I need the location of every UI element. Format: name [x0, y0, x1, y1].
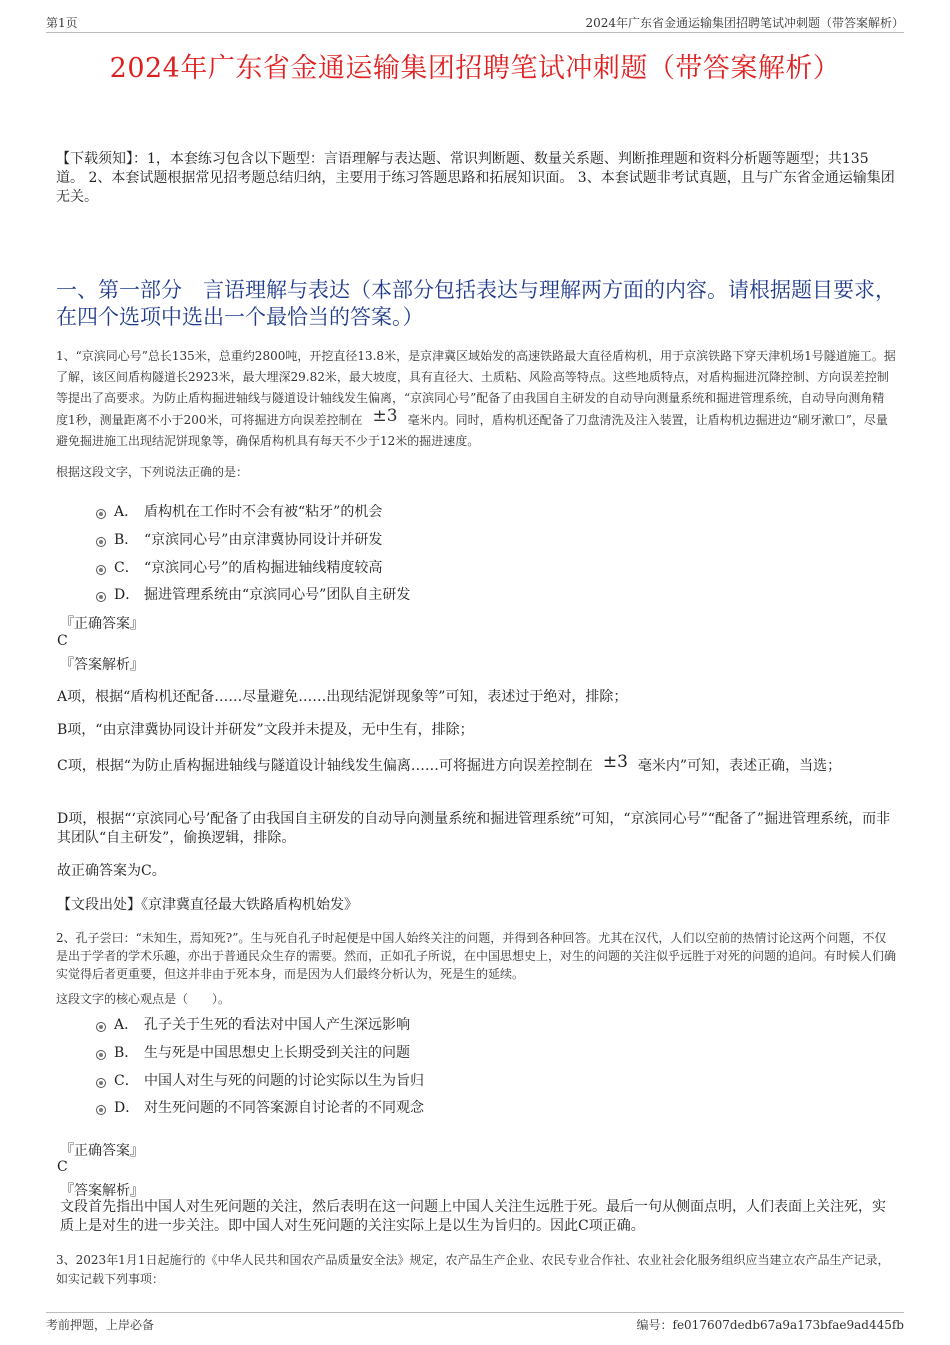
q1-analysis-label: 『答案解析』: [60, 657, 144, 673]
radio-icon[interactable]: [96, 1105, 106, 1115]
header-doc-title: 2024年广东省金通运输集团招聘笔试冲刺题（带答案解析）: [585, 16, 904, 30]
section-title: 一、第一部分 言语理解与表达（本部分包括表达与理解两方面的内容。请根据题目要求，在四个选项中选出一个最恰当的答案。）: [56, 278, 896, 329]
q1-exp-a: A项，根据“盾构机还配备……尽量避免……出现结泥饼现象等”可知，表述过于绝对，排除；: [57, 689, 628, 705]
page-number: 第1页: [46, 16, 78, 30]
page-footer: [46, 1312, 904, 1335]
page-header: [46, 14, 904, 33]
q1-option-a[interactable]: A． 盾构机在工作时不会有被“粘牙”的机会: [96, 501, 382, 521]
q2-explanation: 文段首先指出中国人对生死问题的关注，然后表明在这一问题上中国人关注生远胜于死。最后一句从侧面点明，人们表面上关注死，实质上是对生的进一步关注。即中国人对生死问题的关注实际上是以生为旨归的。因此C项正确。: [60, 1199, 886, 1234]
q2-option-a[interactable]: A． 孔子关于生死的看法对中国人产生深远影响: [96, 1014, 410, 1034]
radio-icon[interactable]: [96, 1078, 106, 1088]
q2-option-c[interactable]: C． 中国人对生与死的问题的讨论实际以生为旨归: [96, 1070, 424, 1090]
q1-option-d[interactable]: D． 掘进管理系统由“京滨同心号”团队自主研发: [96, 584, 410, 604]
q1-conclusion: 故正确答案为C。: [57, 863, 166, 879]
q2-passage: 2、孔子尝曰：“未知生，焉知死?”。生与死自孔子时起便是中国人始终关注的问题，并得到各种回答。尤其在汉代，人们以空前的热情讨论这两个问题，不仅是出于学者的学术乐趣，亦出于普通民众生存的需要。然而，正如孔子所说，在中国思想史上，对生的问题的关注似乎远胜于对死的问题的追问。有时候人们确实觉得后者更重要，但这并非由于死本身，而是因为人们最终分析认为，死是生的延续。: [56, 931, 897, 981]
q1-prompt: 根据这段文字，下列说法正确的是：: [56, 465, 249, 479]
doc-title: 2024年广东省金通运输集团招聘笔试冲刺题（带答案解析）: [109, 53, 841, 84]
q2-prompt: 这段文字的核心观点是（ ）。: [56, 992, 231, 1006]
radio-icon[interactable]: [96, 509, 106, 519]
radio-icon[interactable]: [96, 565, 106, 575]
q1-exp-b: B项，“由京津冀协同设计并研发”文段并未提及，无中生有，排除；: [57, 722, 474, 738]
footer-slogan: 考前押题，上岸必备: [46, 1318, 155, 1332]
radio-icon[interactable]: [96, 537, 106, 547]
q1-source: 【文段出处】《京津冀直径最大铁路盾构机始发》: [57, 897, 358, 913]
q1-exp-c: C项，根据“为防止盾构掘进轴线与隧道设计轴线发生偏离……可将掘进方向误差控制在 ±3 毫米内”可知，表述正确，当选；: [57, 752, 842, 774]
q1-option-c[interactable]: C． “京滨同心号”的盾构掘进轴线精度较高: [96, 557, 382, 577]
q2-option-d[interactable]: D． 对生死问题的不同答案源自讨论者的不同观念: [96, 1097, 424, 1117]
q1-answer-label: 『正确答案』: [60, 616, 144, 632]
footer-serial: 编号：fe017607dedb67a9a173bfae9ad445fb: [636, 1318, 904, 1332]
radio-icon[interactable]: [96, 1022, 106, 1032]
q1-passage: 1、“京滨同心号”总长135米，总重约2800吨，开挖直径13.8米，是京津冀区域始发的高速铁路最大直径盾构机，用于京滨铁路下穿天津机场1号隧道施工。据了解，该区间盾构隧道长2923米，最大埋深29.82米，最大坡度，具有直径大、土质粘、风险高等特点。这些地质特点，对盾构掘进沉降控制、方向误差控制等提出了高要求。为防止盾构掘进轴线与隧道设计轴线发生偏离，“京滨同心号”配备了由我国自主研发的自动导向测量系统和掘进管理系统，自动导向测角精度1秒，测量距离不小于200米，可将掘进方向误差控制在 ±3 毫米内。同时，盾构机还配备了刀盘清洗及注入装置，让盾构机边掘进边“刷牙漱口”，尽量避免掘进施工出现结泥饼现象等，确保盾构机具有每天不少于12米的掘进速度。: [56, 349, 896, 448]
q1-exp-pm: ±3: [602, 752, 628, 772]
q2-answer-label: 『正确答案』: [60, 1143, 144, 1159]
q1-exp-d: D项，根据“‘京滨同心号’配备了由我国自主研发的自动导向测量系统和掘进管理系统”可知，“京滨同心号”“配备了”掘进管理系统，而非其团队“自主研发”，偷换逻辑，排除。: [57, 811, 891, 846]
q3-passage: 3、2023年1月1日起施行的《中华人民共和国农产品质量安全法》规定，农产品生产企业、农民专业合作社、农业社会化服务组织应当建立农产品生产记录，如实记载下列事项：: [56, 1253, 890, 1286]
q2-answer: C: [57, 1159, 68, 1175]
download-notice: 【下载须知】：1，本套练习包含以下题型：言语理解与表达题、常识判断题、数量关系题、判断推理题和资料分析题等题型；共135道。 2、本套试题根据常见招考题总结归纳，主要用于练习答题思路和拓展知识面。 3、本套试题非考试真题，且与广东省金通运输集团无关。: [56, 151, 895, 205]
radio-icon[interactable]: [96, 1050, 106, 1060]
q2-analysis-label: 『答案解析』: [60, 1183, 144, 1199]
q1-pm-value: ±3: [372, 406, 398, 426]
q1-option-b[interactable]: B． “京滨同心号”由京津冀协同设计并研发: [96, 529, 382, 549]
q1-answer: C: [57, 633, 68, 649]
q2-option-b[interactable]: B． 生与死是中国思想史上长期受到关注的问题: [96, 1042, 410, 1062]
radio-icon[interactable]: [96, 592, 106, 602]
